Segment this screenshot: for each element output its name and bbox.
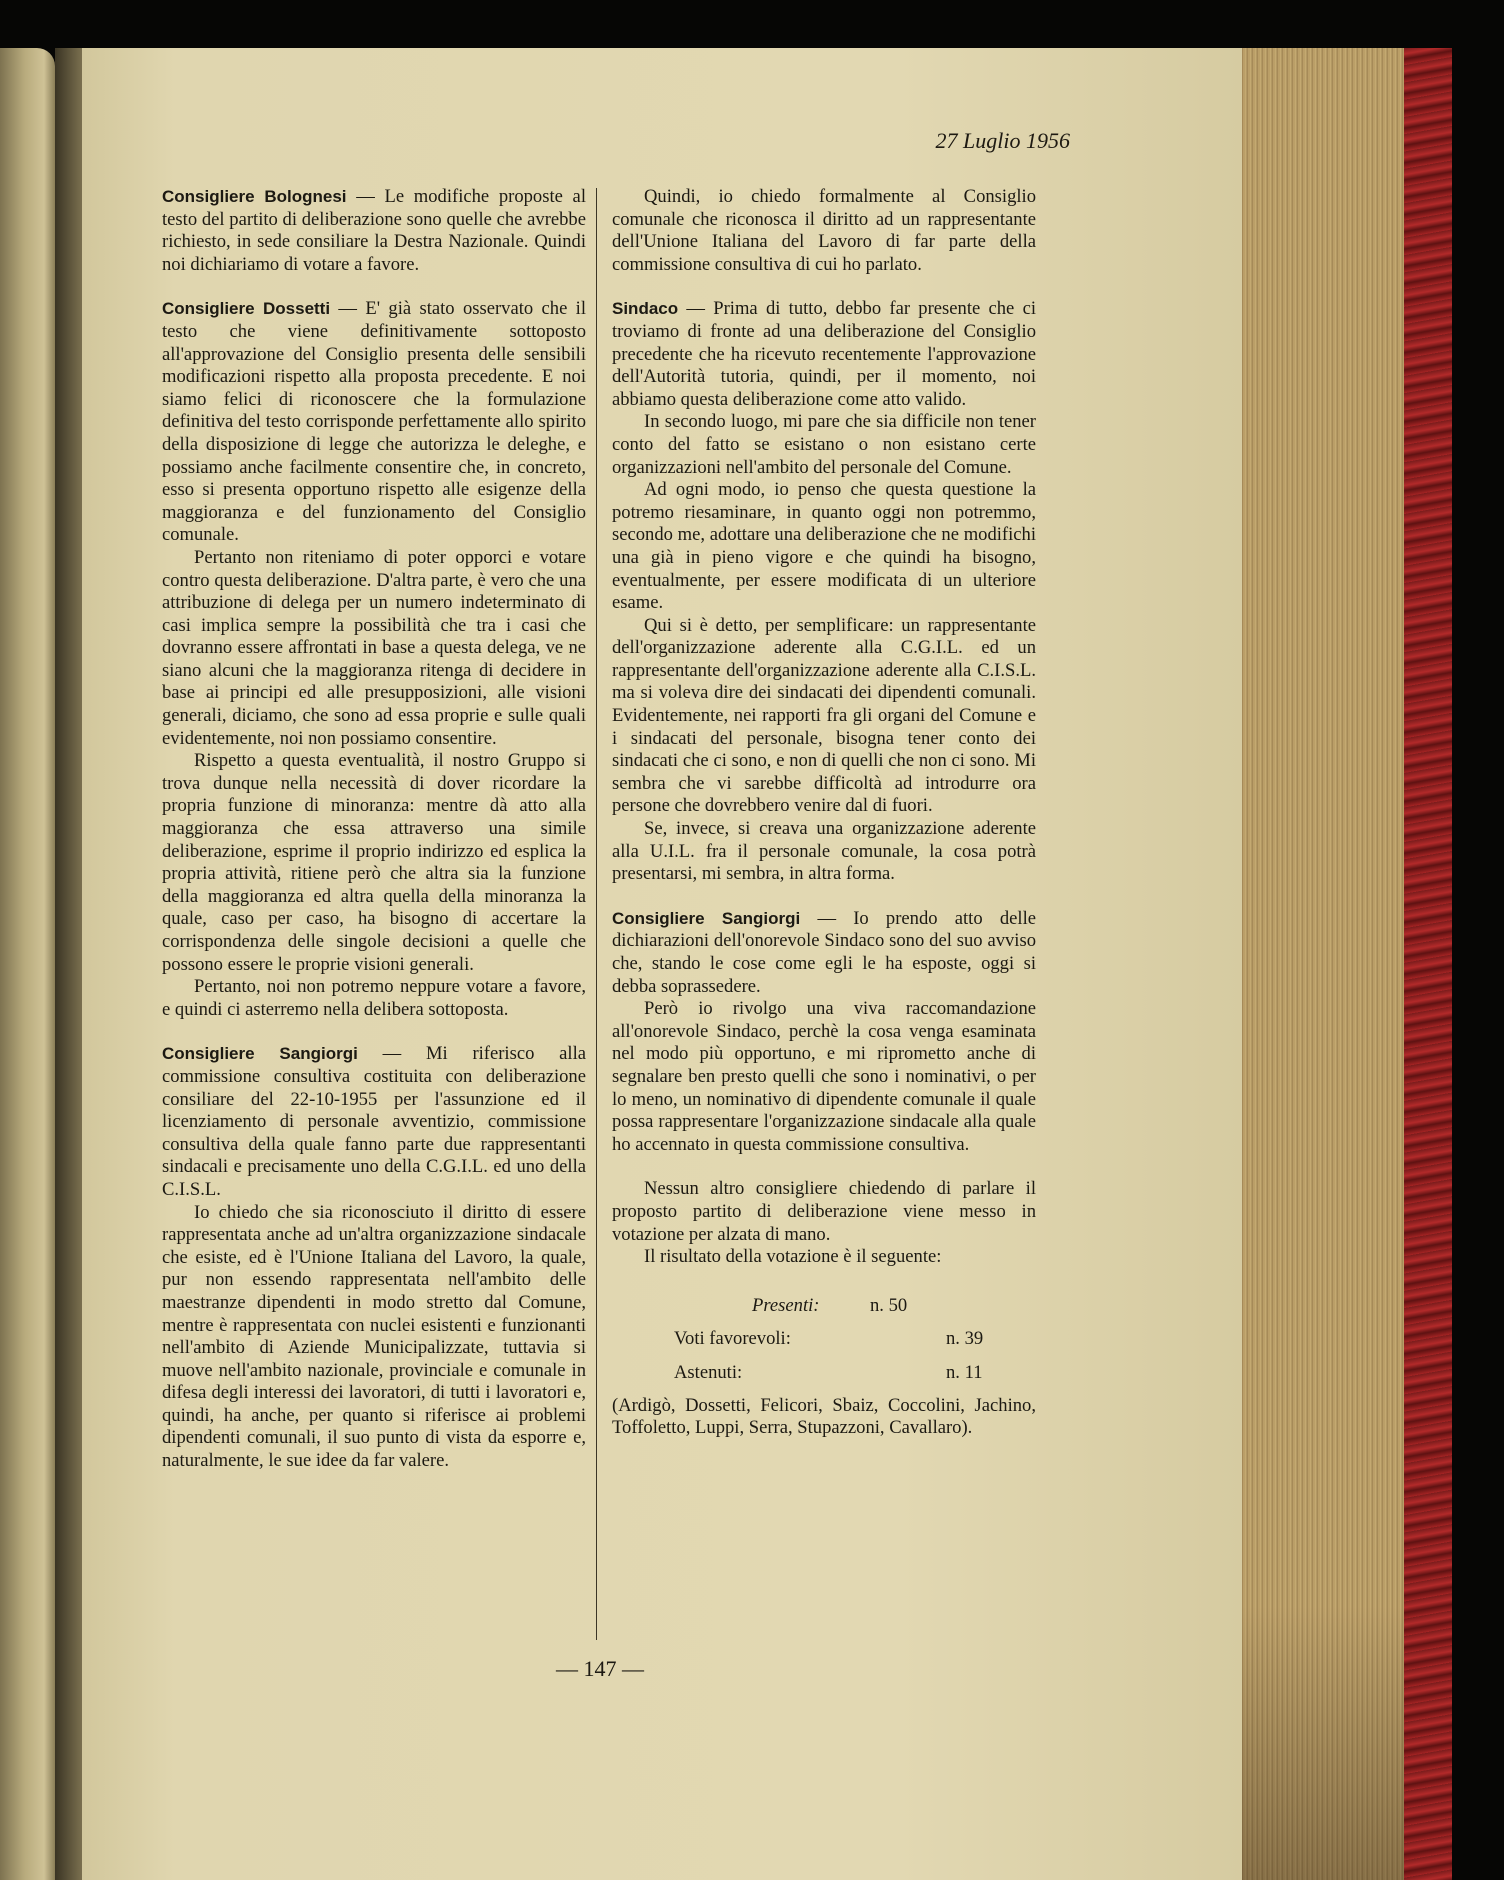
left-page-edge (0, 48, 55, 1880)
paragraph-text: — Mi riferisco alla commissione consultiva costituita con deliberazione consiliare del 22-10-1955 per l'assunzione ed il licenziamento di personale avventizio, commissione consultiva della quale fanno parte due rappresentanti sindacali e precisamente uno della C.G.I.L. ed uno della C.I.S.L. (162, 1043, 586, 1200)
vote-label: Presenti: (752, 1294, 820, 1316)
vote-row-favorevoli (674, 1328, 1036, 1351)
right-column (612, 186, 1036, 1440)
paragraph-text: — E' già stato osservato che il testo che viene definitivamente sottoposto all'approvazione del Consiglio presenta delle sensibili modificazioni rispetto alla proposta precedente. E noi siamo felici di riconoscere che la formulazione definitiva del testo corrisponde perfettamente allo spirito della disposizione di legge che autorizza le deleghe, e possiamo anche facilmente consentire che, in concreto, esso si presenta opportuno rispetto alle esigenze della maggioranza e del funzionamento del Consiglio comunale. (162, 298, 586, 546)
vote-row-astenuti (674, 1362, 1036, 1385)
paragraph (612, 908, 1036, 998)
paragraph-text: — Prima di tutto, debbo far presente che ci troviamo di fronte ad una deliberazione del Consiglio precedente che ha ricevuto recentemente l'approvazione dell'Autorità tutoria, quindi, per il momento, noi abbiamo questa deliberazione come atto valido. (612, 298, 1036, 410)
vote-label: Voti favorevoli: (674, 1328, 791, 1350)
paragraph: Se, invece, si creava una organizzazione aderente alla U.I.L. fra il personale comunale, la cosa potrà presentarsi, mi sembra, in altra forma. (612, 818, 1036, 885)
speaker-name: Consigliere Dossetti (162, 299, 331, 319)
paragraph-text: — Io prendo atto delle dichiarazioni dell'onorevole Sindaco sono del suo avviso che, stando le cose come egli le ha esposte, oggi si debba soprassedere. (612, 907, 1036, 997)
book-cover-edge (1404, 48, 1452, 1880)
paragraph: Qui si è detto, per semplificare: un rappresentante dell'organizzazione aderente alla C.G.I.L. ed un rappresentante dell'organizzazione aderente alla C.I.S.L. ma si voleva dire dei sindacati dei dipendenti comunali. Evidentemente, nei rapporti fra gli organi del Comune e i sindacati del personale, bisogna tener conto dei sindacati che ci sono, e non di quelli che non ci sono. Mi sembra che vi sarebbe difficoltà ad introdurre ora persone che dovrebbero venire dal di fuori. (612, 614, 1036, 817)
vote-value: n. 39 (946, 1328, 984, 1350)
paragraph: Nessun altro consigliere chiedendo di parlare il proposto partito di deliberazione viene messo in votazione per alzata di mano. (612, 1178, 1036, 1245)
paragraph: Quindi, io chiedo formalmente al Consiglio comunale che riconosca il diritto ad un rappresentante dell'Unione Italiana del Lavoro di far parte della commissione consultiva di cui ho parlato. (612, 186, 1036, 275)
paragraph: Il risultato della votazione è il seguente: (644, 1246, 942, 1268)
paragraph: Però io rivolgo una viva raccomandazione all'onorevole Sindaco, perchè la cosa venga esaminata nel modo più opportuno, e mi riprometto anche di segnalare ben presto quelli che sono i nominativi, o per lo meno, un nominativo di dipendente comunale il quale possa rappresentare l'organizzazione sindacale alla quale ho accennato in questa commissione consultiva. (612, 998, 1036, 1155)
vote-row-presenti (752, 1295, 1036, 1318)
paragraph-text: — Le modifiche proposte al testo del partito di deliberazione sono quelle che avrebbe richiesto, in sede consiliare la Destra Nazionale. Quindi noi dichiariamo di votare a favore. (162, 186, 586, 275)
left-column (162, 186, 586, 1473)
vote-value: n. 11 (946, 1361, 983, 1383)
speaker-name: Consigliere Sangiorgi (612, 908, 801, 928)
paragraph (162, 1043, 586, 1201)
vote-label: Astenuti: (674, 1361, 743, 1383)
paragraph: In secondo luogo, mi pare che sia difficile non tener conto del fatto se esistano o non esistano certe organizzazioni nell'ambito del personale del Comune. (612, 411, 1036, 478)
paragraph: Rispetto a questa eventualità, il nostro Gruppo si trova dunque nella necessità di dover ricordare la propria funzione di minoranza: mentre dà atto alla maggioranza che essa attraverso una simile deliberazione, esprime il proprio indirizzo ed esplica la propria attività, ritiene però che altra sia la funzione della maggioranza ed altra quella della minoranza la quale, caso per caso, ha bisogno di accertare la corrispondenza delle singole decisioni a quelle che possono essere le proprie visioni generali. (162, 750, 586, 975)
vote-results (612, 1295, 1036, 1440)
paragraph (162, 186, 586, 276)
paragraph: Ad ogni modo, io penso che questa questione la potremo riesaminare, in quanto oggi non potremmo, secondo me, adottare una deliberazione che ne modifichi una già in pieno vigore e che quindi ha bisogno, eventualmente, per essere modificata di un ulteriore esame. (612, 479, 1036, 614)
vote-value: n. 50 (870, 1294, 908, 1316)
page-number: — 147 — (556, 1656, 644, 1681)
paragraph (612, 298, 1036, 411)
paragraph (162, 298, 586, 547)
speaker-name: Sindaco (612, 299, 679, 319)
abstainer-names: (Ardigò, Dossetti, Felicori, Sbaiz, Coccolini, Jachino, Toffoletto, Luppi, Serra, Stupazzoni, Cavallaro). (612, 1394, 1036, 1439)
page-stack-shade (1234, 48, 1404, 1880)
speaker-name: Consigliere Bolognesi (162, 187, 347, 206)
page-header-date: 27 Luglio 1956 (935, 128, 1070, 153)
column-divider (596, 188, 597, 1640)
paragraph: Io chiedo che sia riconosciuto il diritto di essere rappresentata anche ad un'altra organizzazione sindacale che esiste, ed è l'Unione Italiana del Lavoro, la quale, pur non essendo rappresentata nell'ambito delle maestranze dipendenti in modo stretto dal Comune, mentre è rappresentata con nuclei esistenti e funzionanti nell'ambito di Aziende Municipalizzate, tuttavia si muove nell'ambito nazionale, provinciale e comunale in difesa degli interessi dei lavoratori, di tutti i lavoratori e, quindi, ha anche, per quanto si riferisce ai problemi dipendenti comunali, il suo punto di vista da esporre e, naturalmente, le sue idee da far valere. (162, 1201, 586, 1472)
speaker-name: Consigliere Sangiorgi (162, 1044, 358, 1064)
paragraph: Pertanto, noi non potremo neppure votare a favore, e quindi ci asterremo nella delibera sottoposta. (162, 976, 586, 1020)
paragraph: Pertanto non riteniamo di poter opporci e votare contro questa deliberazione. D'altra parte, è vero che una attribuzione di delega per un numero indeterminato di casi implica sempre la possibilità che tra i casi che dovranno essere affrontati in base a questa delega, ve ne siano alcuni che la maggioranza ritenga di decidere in base ai principi ed alle presupposizioni, alle visioni generali, diciamo, che sono ad essa proprie e sulle quali evidentemente, noi non possiamo consentire. (162, 546, 586, 749)
